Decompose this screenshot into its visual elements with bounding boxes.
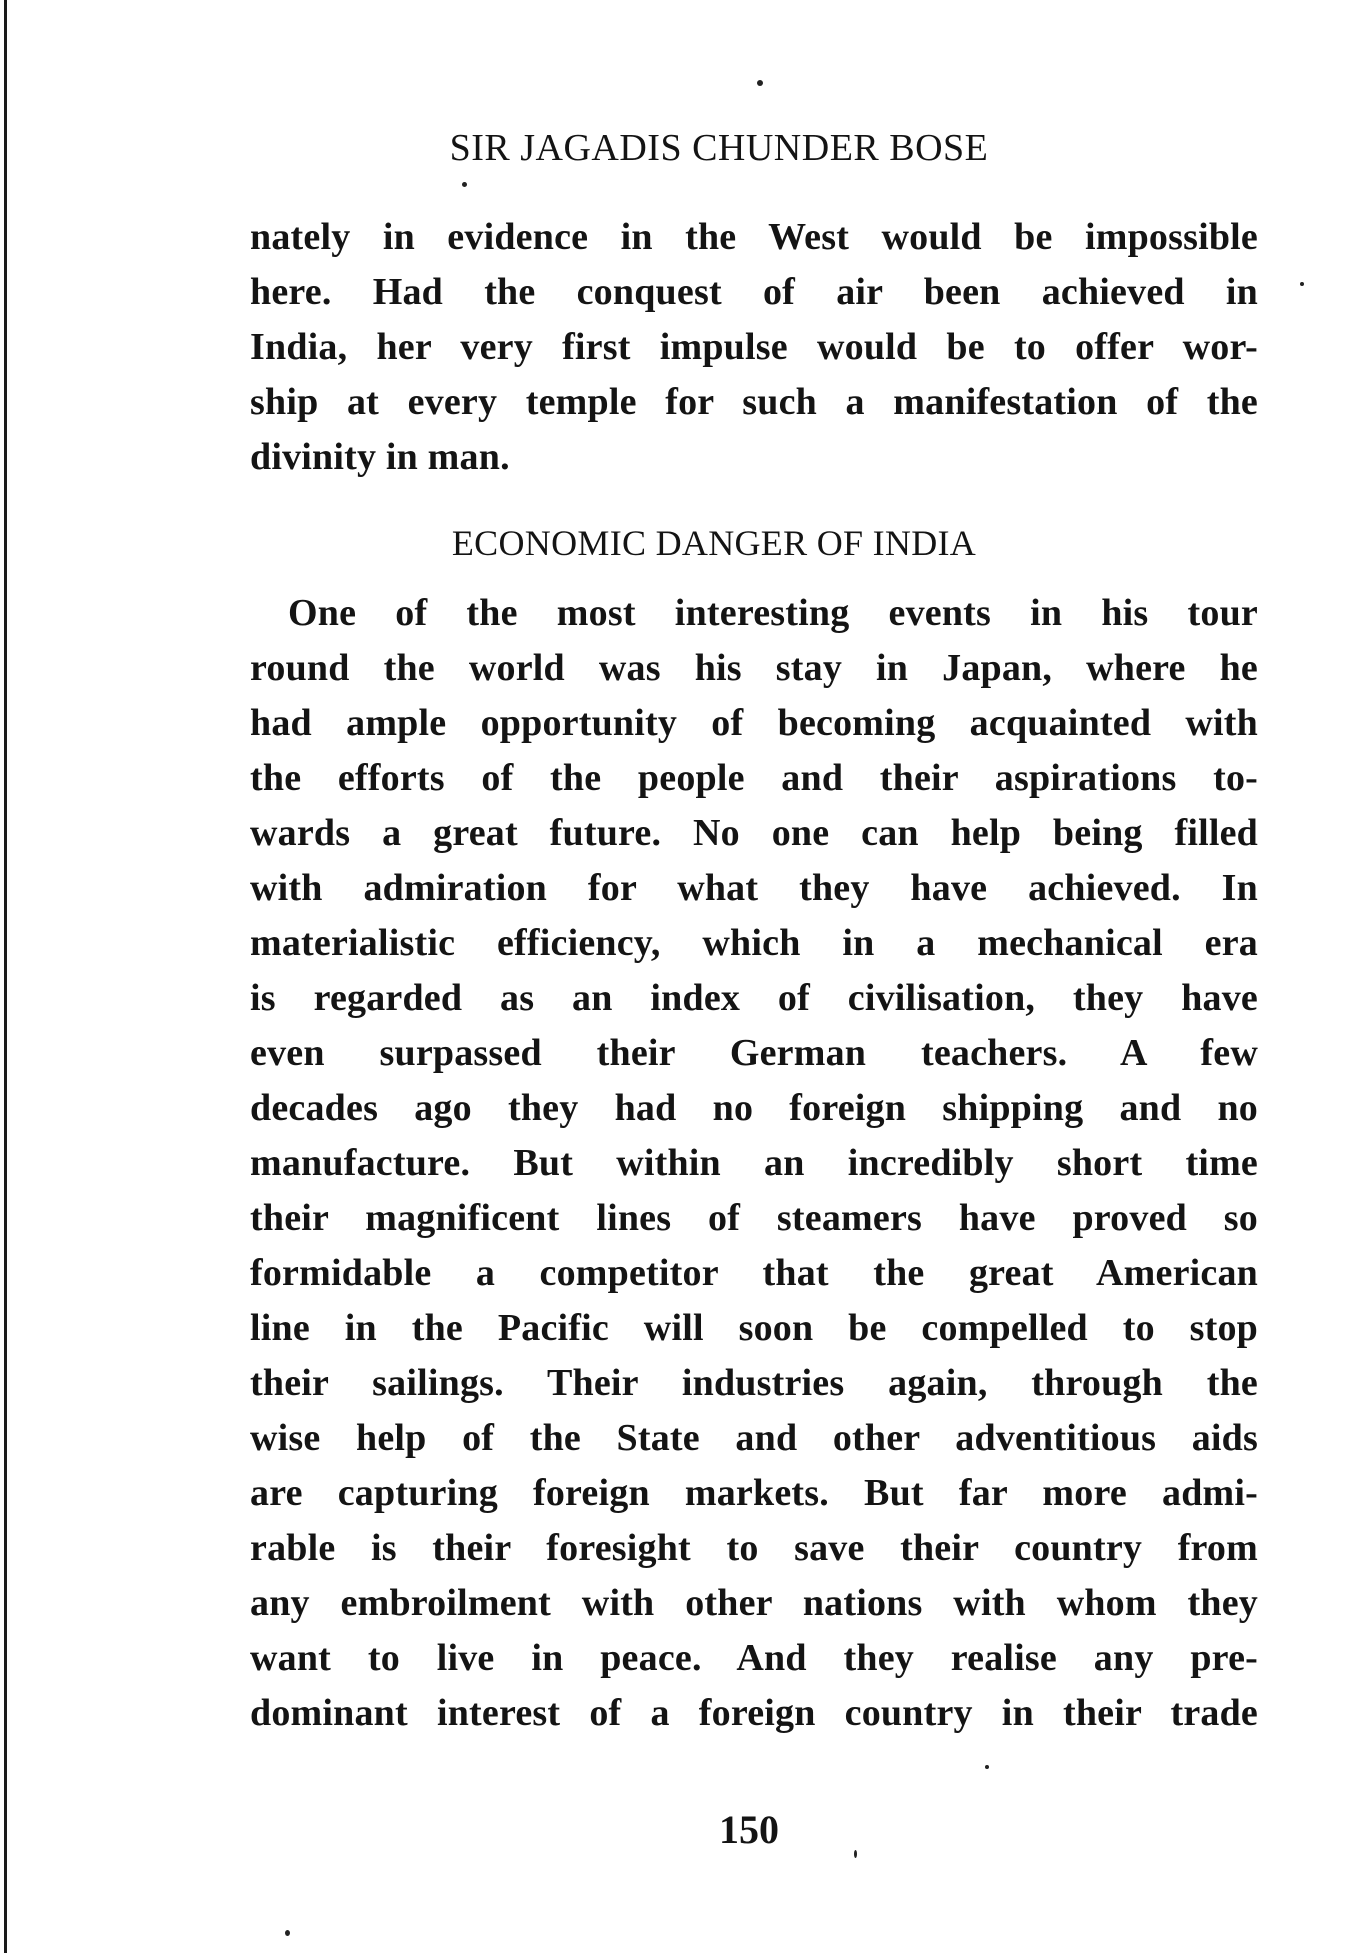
text-line: is regarded as an index of civilisation, they have bbox=[250, 977, 1258, 1019]
text-line: are capturing foreign markets. But far more admi- bbox=[250, 1472, 1258, 1514]
text-line: any embroilment with other nations with whom they bbox=[250, 1582, 1258, 1624]
text-line: even surpassed their German teachers. A few bbox=[250, 1032, 1258, 1074]
text-line: manufacture. But within an incredibly short time bbox=[250, 1142, 1258, 1184]
text-line: dominant interest of a foreign country in their trade bbox=[250, 1692, 1258, 1734]
text-line: nately in evidence in the West would be impossible bbox=[250, 216, 1258, 258]
running-head: SIR JAGADIS CHUNDER BOSE bbox=[449, 127, 989, 169]
text-line: here. Had the conquest of air been achieved in bbox=[250, 271, 1258, 313]
print-speck bbox=[462, 182, 467, 187]
text-line: wards a great future. No one can help being filled bbox=[250, 812, 1258, 854]
text-line: rable is their foresight to save their country from bbox=[250, 1527, 1258, 1569]
text-line: formidable a competitor that the great American bbox=[250, 1252, 1258, 1294]
text-line: their sailings. Their industries again, through the bbox=[250, 1362, 1258, 1404]
section-heading: ECONOMIC DANGER OF INDIA bbox=[451, 523, 977, 563]
text-line: decades ago they had no foreign shipping and no bbox=[250, 1087, 1258, 1129]
page-number: 150 bbox=[719, 1807, 779, 1852]
print-speck bbox=[285, 1930, 290, 1936]
text-line: with admiration for what they have achieved. In bbox=[250, 867, 1258, 909]
text-line: want to live in peace. And they realise any pre- bbox=[250, 1637, 1258, 1679]
paragraph-one bbox=[250, 210, 1258, 485]
print-speck bbox=[757, 80, 763, 86]
print-speck bbox=[985, 1765, 989, 1769]
page-edge-line bbox=[4, 0, 7, 1953]
text-line: divinity in man. bbox=[250, 436, 510, 478]
text-line: their magnificent lines of steamers have proved so bbox=[250, 1197, 1258, 1239]
text-line: had ample opportunity of becoming acquainted with bbox=[250, 702, 1258, 744]
text-line: materialistic efficiency, which in a mechanical era bbox=[250, 922, 1258, 964]
print-speck bbox=[1300, 282, 1304, 286]
text-line: round the world was his stay in Japan, where he bbox=[250, 647, 1258, 689]
paragraph-two bbox=[250, 586, 1258, 1741]
text-line: India, her very first impulse would be to offer wor- bbox=[250, 326, 1258, 368]
text-line: ship at every temple for such a manifestation of the bbox=[250, 381, 1258, 423]
text-line: One of the most interesting events in his tour bbox=[288, 592, 1258, 634]
text-line: line in the Pacific will soon be compelled to stop bbox=[250, 1307, 1258, 1349]
text-line: the efforts of the people and their aspirations to- bbox=[250, 757, 1258, 799]
text-line: wise help of the State and other adventitious aids bbox=[250, 1417, 1258, 1459]
